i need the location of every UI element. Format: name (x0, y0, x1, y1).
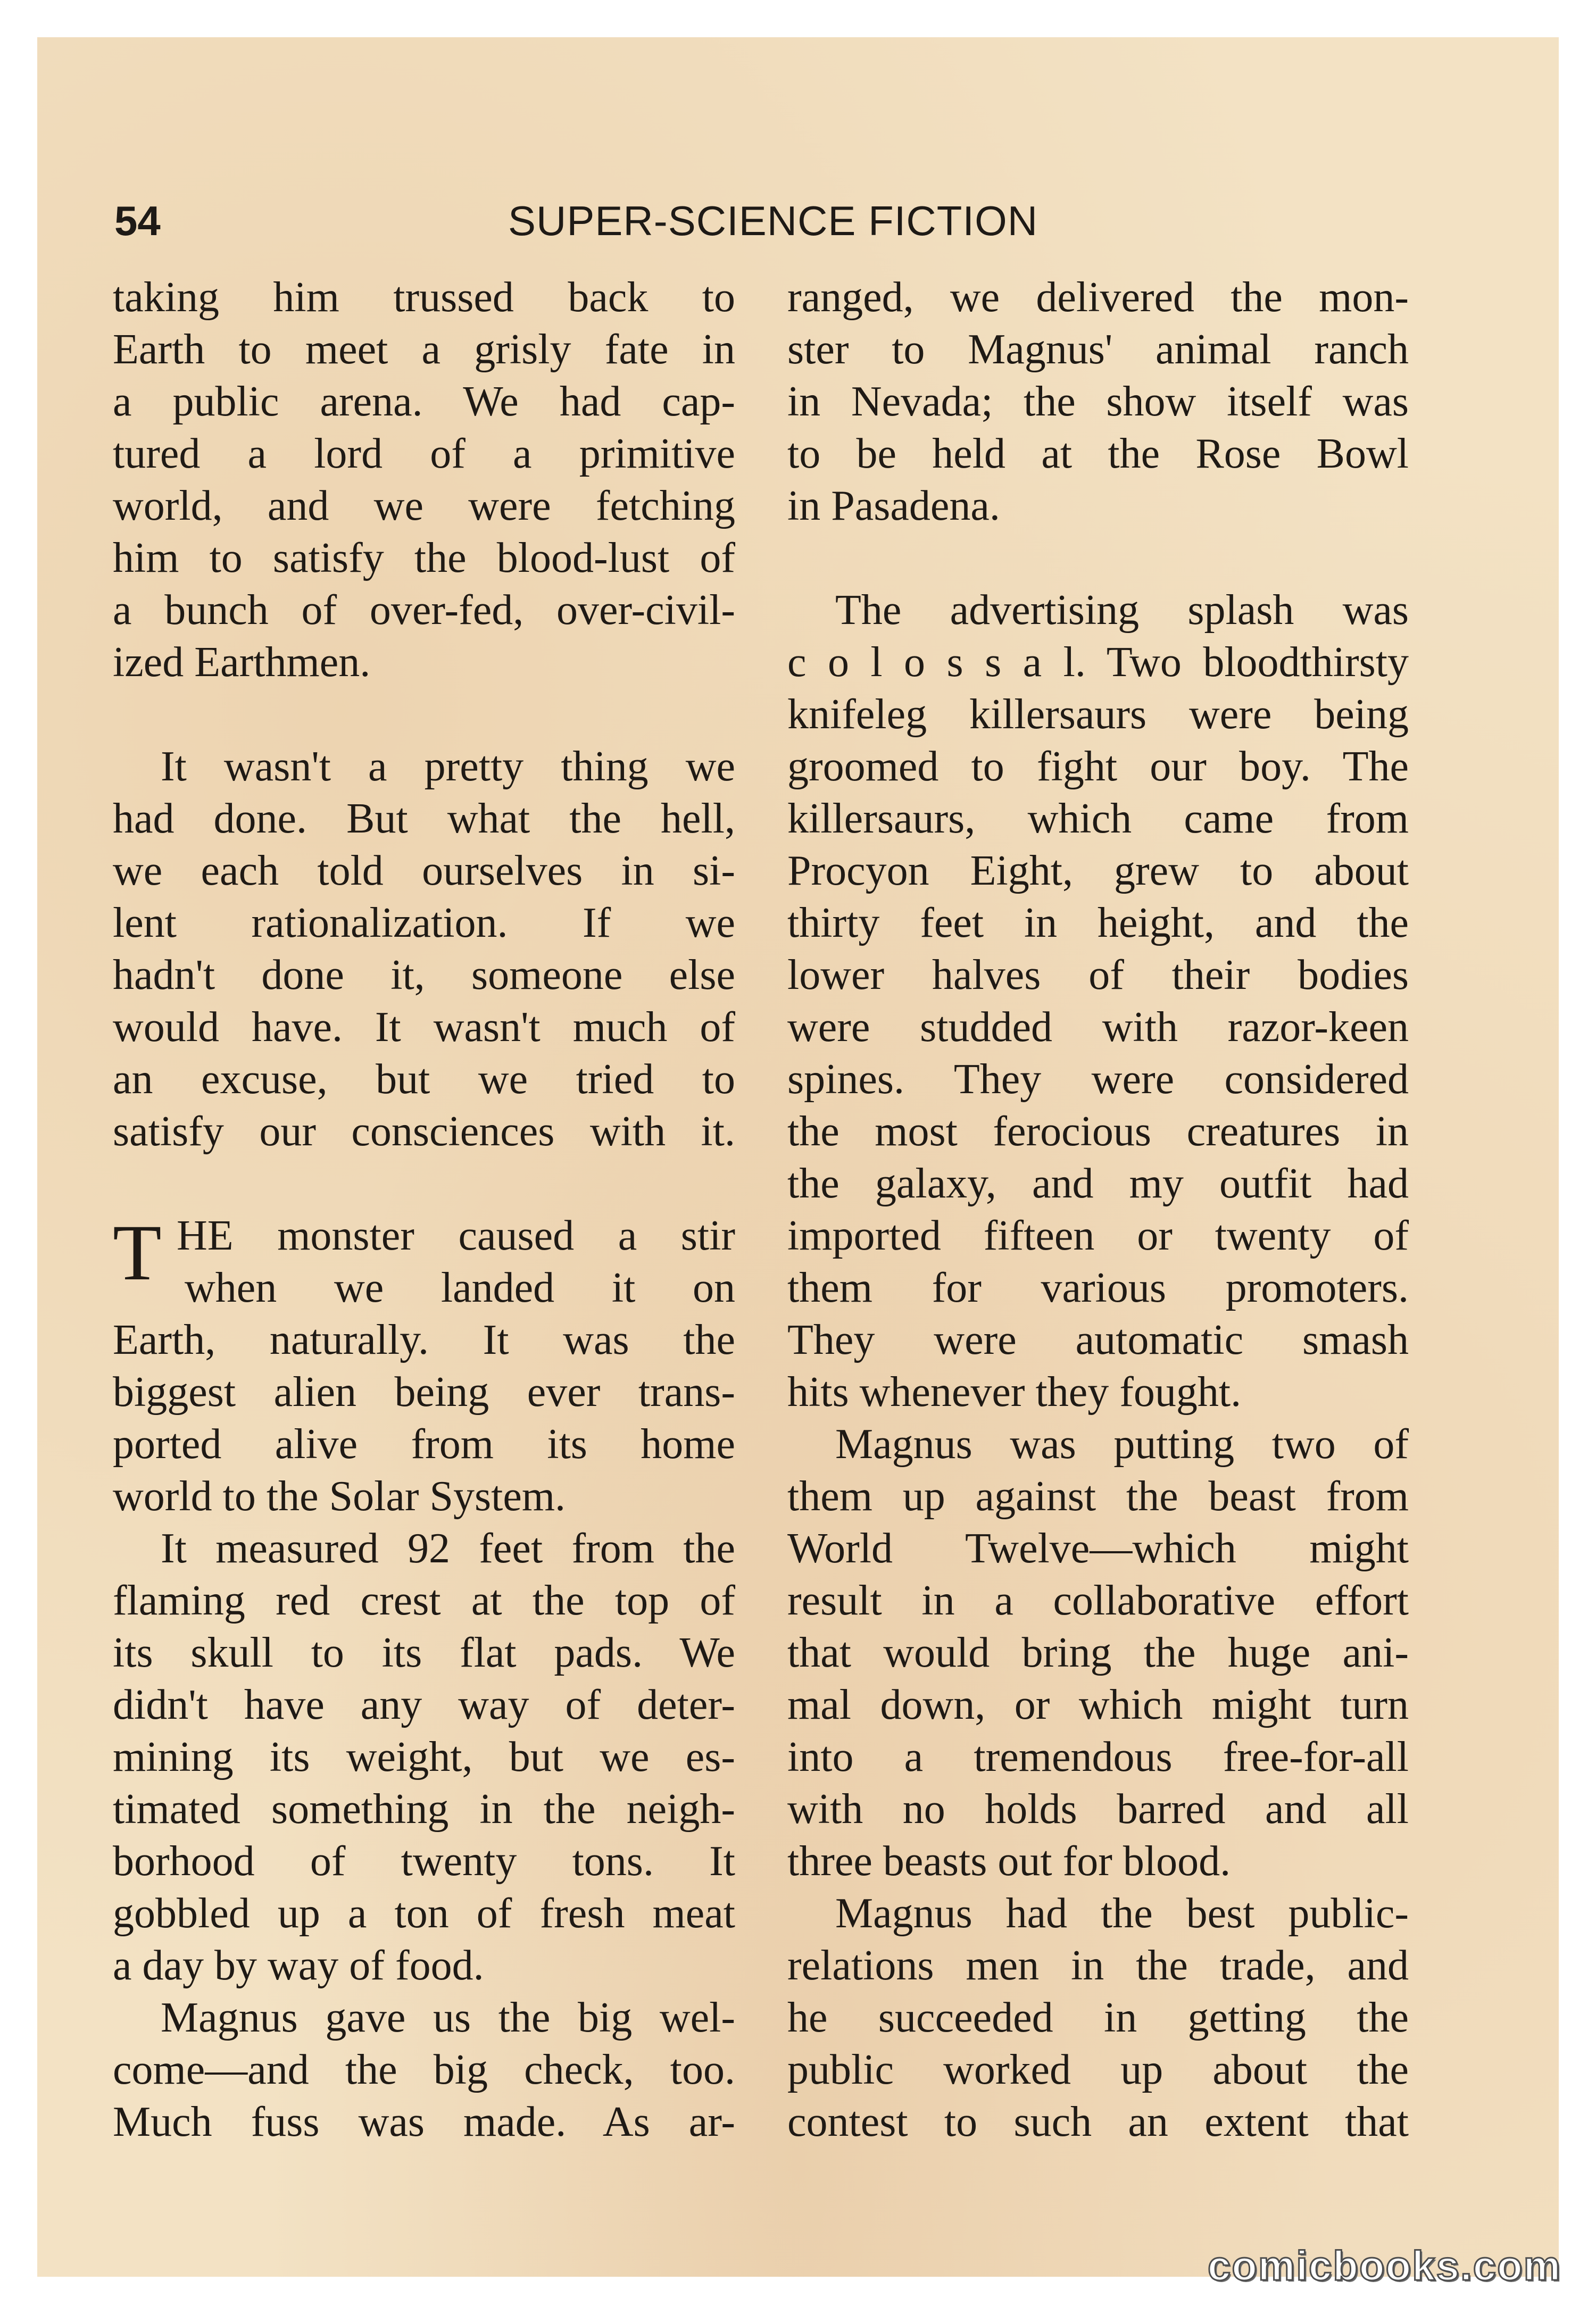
text-line: we each told ourselves in si- (113, 847, 735, 894)
text-line: thirty feet in height, and the (787, 900, 1409, 946)
text-line: taking him trussed back to (113, 274, 735, 321)
text-line: mining its weight, but we es- (113, 1734, 735, 1780)
text-line: World Twelve—which might (787, 1525, 1409, 1572)
text-line: relations men in the trade, and (787, 1942, 1409, 1989)
text-line: had done. But what the hell, (113, 795, 735, 842)
text-line: It measured 92 feet from the (161, 1525, 735, 1572)
page-number: 54 (114, 197, 161, 244)
text-line: groomed to fight our boy. The (787, 743, 1409, 790)
text-line: HE monster caused a stir (177, 1212, 735, 1259)
text-line: a bunch of over-fed, over-civil- (113, 587, 735, 634)
text-line: result in a collaborative effort (787, 1577, 1409, 1624)
text-line: world to the Solar System. (113, 1473, 566, 1520)
text-line: knifeleg killersaurs were being (787, 691, 1409, 738)
text-line: hadn't done it, someone else (113, 952, 735, 998)
watermark-logo: comicbooks.com (1207, 2242, 1561, 2289)
text-line: Earth to meet a grisly fate in (113, 326, 735, 373)
text-line: the galaxy, and my outfit had (787, 1160, 1409, 1207)
text-line: come—and the big check, too. (113, 2046, 735, 2093)
text-line: c o l o s s a l. Two bloodthirsty (787, 639, 1409, 686)
text-line: ster to Magnus' animal ranch (787, 326, 1409, 373)
text-line: when we landed it on (185, 1264, 735, 1311)
text-line: contest to such an extent that (787, 2099, 1409, 2145)
text-line: to be held at the Rose Bowl (787, 430, 1409, 477)
text-line: Earth, naturally. It was the (113, 1317, 735, 1363)
text-line: in Nevada; the show itself was (787, 378, 1409, 425)
text-line: him to satisfy the blood-lust of (113, 535, 735, 581)
paragraph (113, 740, 735, 1158)
text-line: its skull to its flat pads. We (113, 1629, 735, 1676)
text-line: ranged, we delivered the mon- (787, 274, 1409, 321)
paragraph (787, 584, 1409, 1418)
running-title: SUPER-SCIENCE FICTION (508, 197, 1038, 244)
text-line: Procyon Eight, grew to about (787, 847, 1409, 894)
text-line: them up against the beast from (787, 1473, 1409, 1520)
text-line: into a tremendous free-for-all (787, 1734, 1409, 1780)
text-line: Magnus had the best public- (835, 1890, 1409, 1937)
text-line: satisfy our consciences with it. (113, 1108, 735, 1155)
text-line: spines. They were considered (787, 1056, 1409, 1103)
text-line: that would bring the huge ani- (787, 1629, 1409, 1676)
paragraph (113, 1992, 735, 2148)
section-gap (113, 1158, 735, 1210)
text-line: ported alive from its home (113, 1421, 735, 1468)
text-line: the most ferocious creatures in (787, 1108, 1409, 1155)
text-line: with no holds barred and all (787, 1786, 1409, 1833)
text-line: flaming red crest at the top of (113, 1577, 735, 1624)
text-line: They were automatic smash (787, 1317, 1409, 1363)
page-header (0, 197, 1596, 255)
text-line: Much fuss was made. As ar- (113, 2099, 735, 2145)
text-line: biggest alien being ever trans- (113, 1369, 735, 1416)
text-line: three beasts out for blood. (787, 1838, 1231, 1885)
text-line: an excuse, but we tried to (113, 1056, 735, 1103)
paragraph (787, 1887, 1409, 2148)
text-line: tured a lord of a primitive (113, 430, 735, 477)
paragraph (787, 1418, 1409, 1887)
section-gap (113, 688, 735, 740)
text-line: lower halves of their bodies (787, 952, 1409, 998)
section-gap (787, 532, 1409, 584)
drop-cap: T (113, 1209, 162, 1297)
right-column (787, 271, 1409, 2148)
text-line: It wasn't a pretty thing we (161, 743, 735, 790)
text-line: killersaurs, which came from (787, 795, 1409, 842)
text-line: didn't have any way of deter- (113, 1682, 735, 1728)
paragraph (787, 271, 1409, 532)
text-line: ized Earthmen. (113, 639, 371, 686)
text-line: hits whenever they fought. (787, 1369, 1242, 1416)
text-line: them for various promoters. (787, 1264, 1409, 1311)
text-line: The advertising splash was (835, 587, 1409, 634)
text-line: world, and we were fetching (113, 482, 735, 529)
text-line: public worked up about the (787, 2046, 1409, 2093)
text-line: Magnus gave us the big wel- (161, 1994, 735, 2041)
paragraph (113, 1210, 735, 1522)
text-line: timated something in the neigh- (113, 1786, 735, 1833)
text-line: Magnus was putting two of (835, 1421, 1409, 1468)
text-line: a public arena. We had cap- (113, 378, 735, 425)
paragraph (113, 271, 735, 688)
text-line: a day by way of food. (113, 1942, 484, 1989)
paragraph (113, 1522, 735, 1992)
left-column (113, 271, 735, 2148)
text-line: lent rationalization. If we (113, 900, 735, 946)
text-line: would have. It wasn't much of (113, 1004, 735, 1051)
text-line: borhood of twenty tons. It (113, 1838, 735, 1885)
text-line: imported fifteen or twenty of (787, 1212, 1409, 1259)
text-line: were studded with razor-keen (787, 1004, 1409, 1051)
text-line: mal down, or which might turn (787, 1682, 1409, 1728)
text-line: in Pasadena. (787, 482, 1000, 529)
text-line: gobbled up a ton of fresh meat (113, 1890, 735, 1937)
text-line: he succeeded in getting the (787, 1994, 1409, 2041)
